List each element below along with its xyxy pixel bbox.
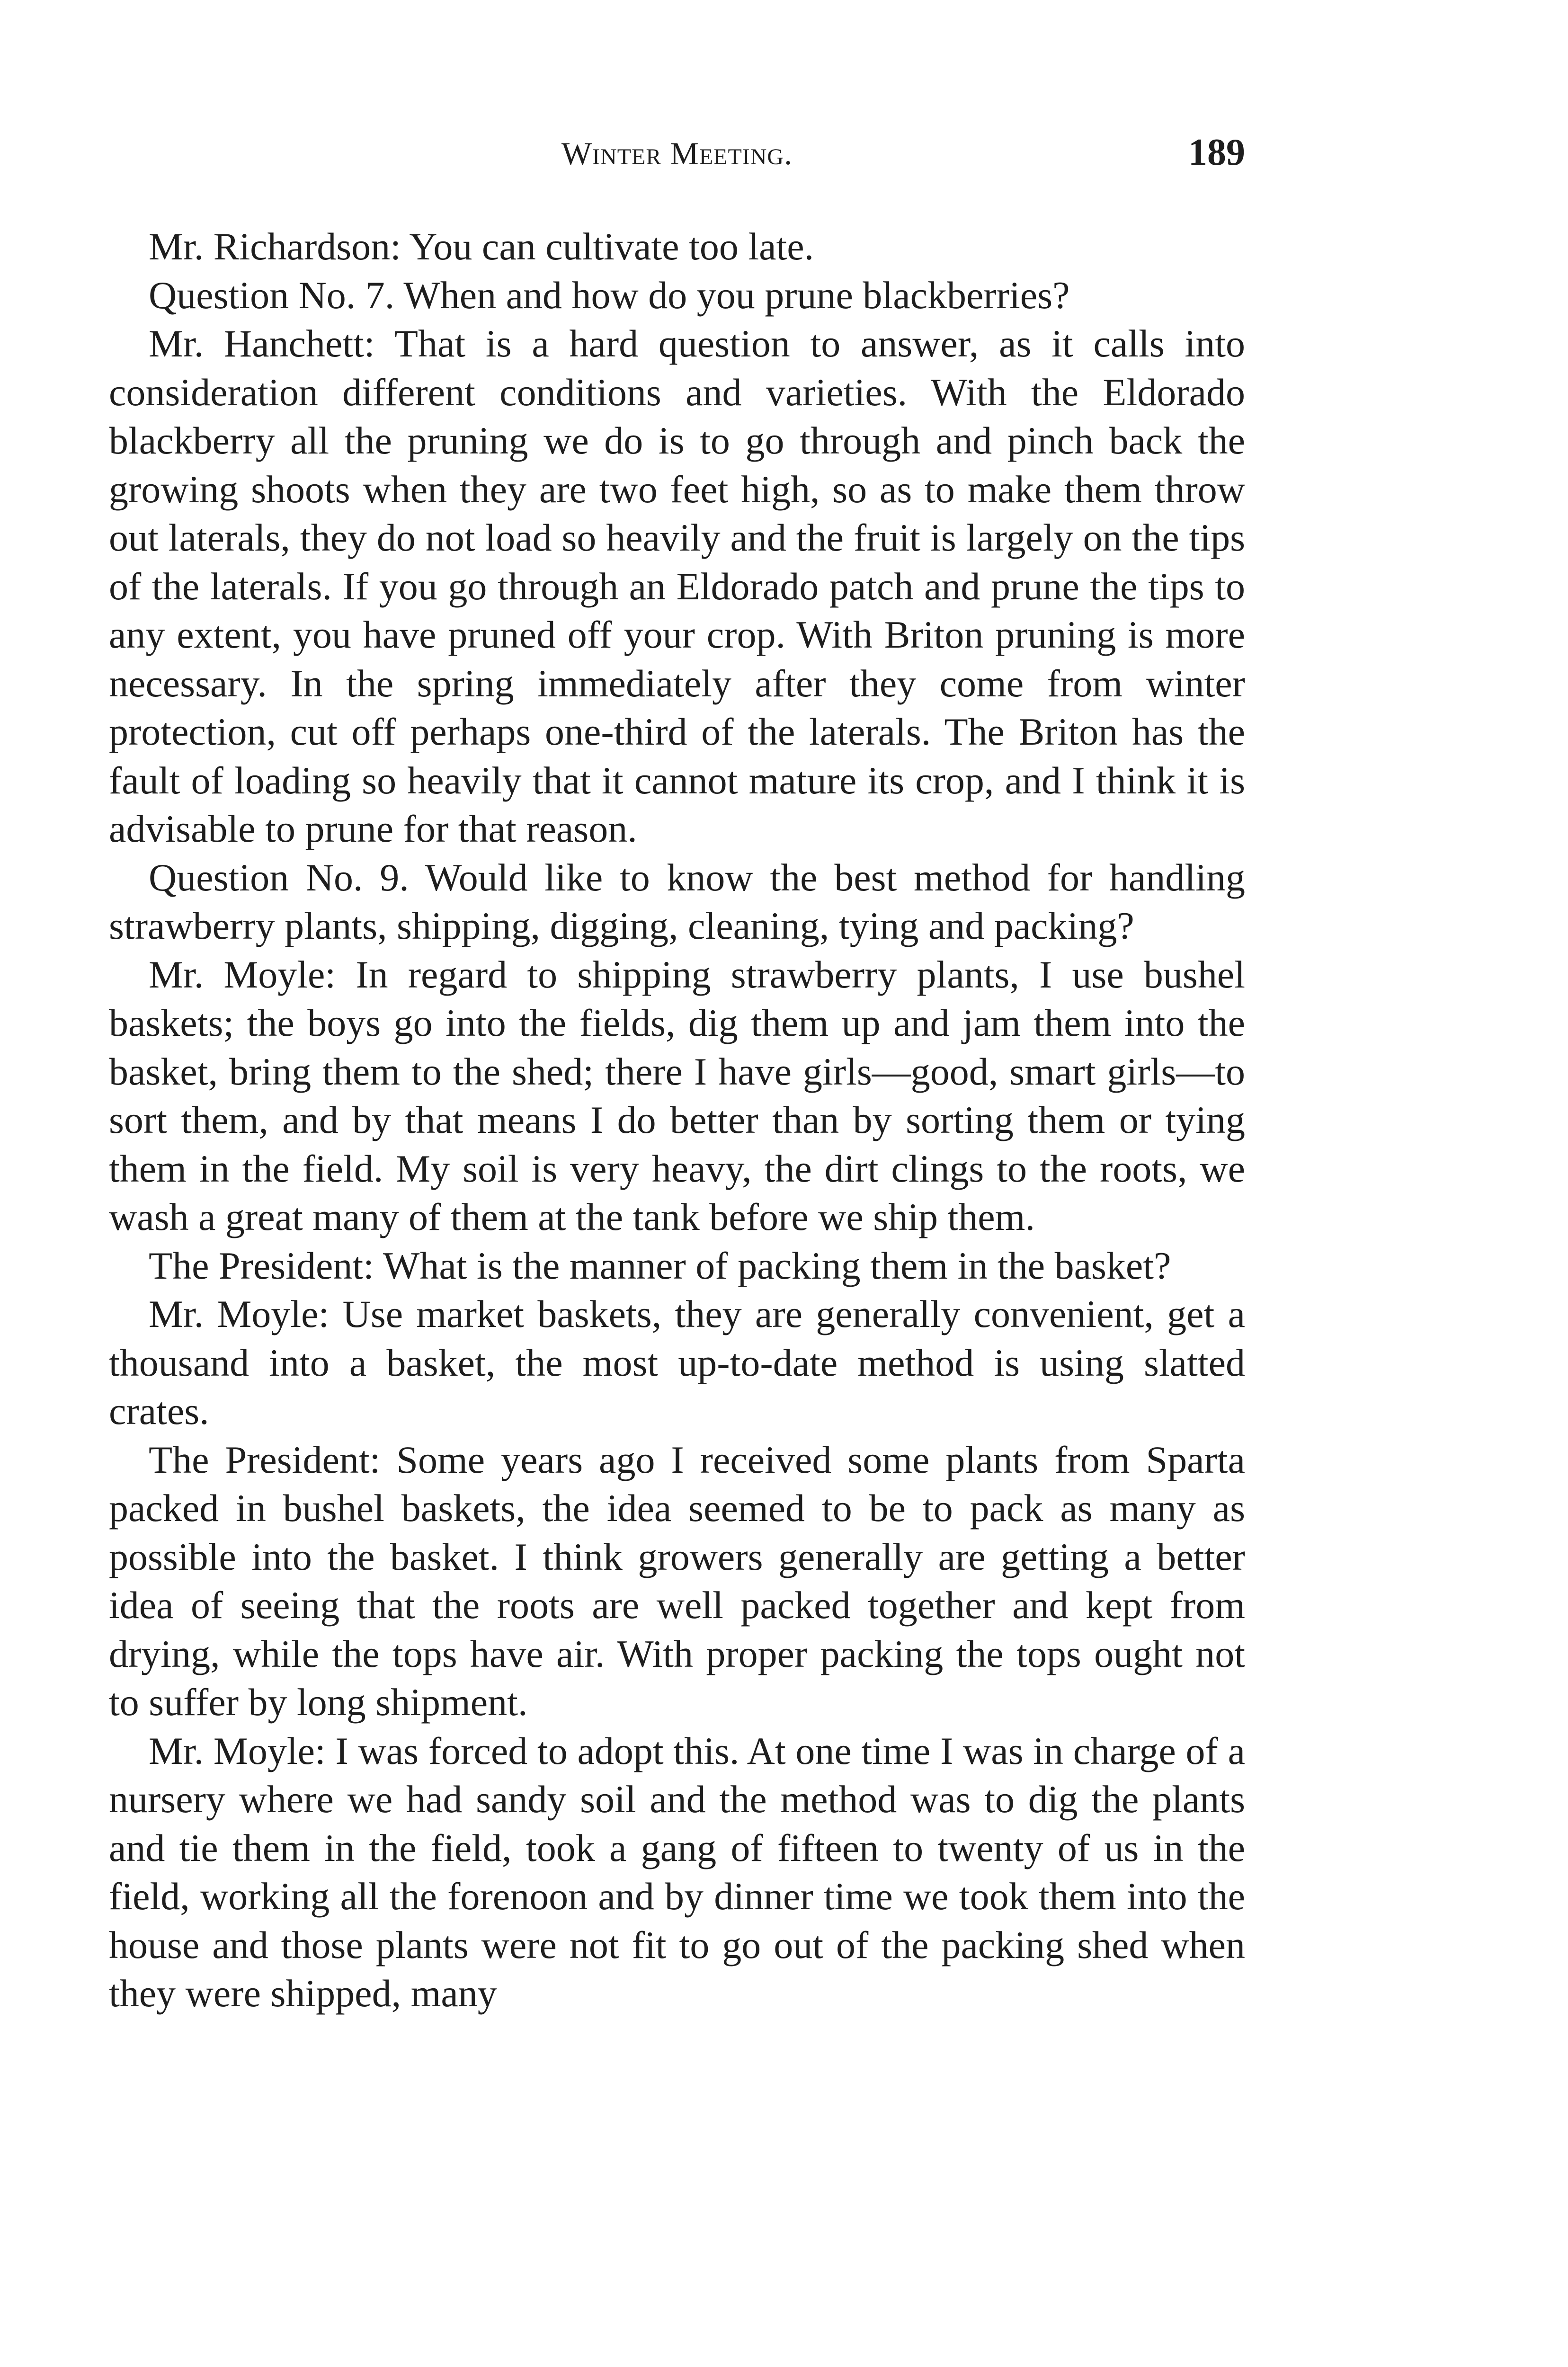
paragraph: Mr. Richardson: You can cultivate too late. xyxy=(149,225,814,268)
paragraph: Question No. 7. When and how do you prune blackberries? xyxy=(149,273,1070,317)
paragraph: Mr. Moyle: Use market baskets, they are generally convenient, get a thousand into a basket, the most up-to-date method is using slatted crates. xyxy=(109,1292,1245,1433)
page-number: 189 xyxy=(1188,132,1245,173)
paragraph: The President: Some years ago I received some plants from Sparta packed in bushel baskets, the idea seemed to be to pack as many as possible into the basket. I think growers generally are getting a better idea of seeing that the roots are well packed together and kept from drying, while the tops have air. With proper packing the tops ought not to suffer by long shipment. xyxy=(109,1438,1245,1724)
paragraph: Mr. Moyle: I was forced to adopt this. At one time I was in charge of a nursery where we had sandy soil and the method was to dig the plants and tie them in the field, took a gang of fifteen to twenty of us in the field, working all the forenoon and by dinner time we took them into the house and those plants were not fit to go out of the packing shed when they were shipped, many xyxy=(109,1729,1245,2015)
paragraph: Question No. 9. Would like to know the best method for handling strawberry plants, shipping, digging, cleaning, tying and packing? xyxy=(109,855,1245,947)
body-text xyxy=(109,222,1245,2018)
paragraph: Mr. Moyle: In regard to shipping strawberry plants, I use bushel baskets; the boys go into the fields, dig them up and jam them into the basket, bring them to the shed; there I have girls—good, smart girls—to sort them, and by that means I do better than by sorting them or tying them in the field. My soil is very heavy, the dirt clings to the roots, we wash a great many of them at the tank before we ship them. xyxy=(109,952,1245,1238)
page-header xyxy=(109,132,1245,187)
paragraph: The President: What is the manner of packing them in the basket? xyxy=(149,1244,1171,1287)
paragraph: Mr. Hanchett: That is a hard question to answer, as it calls into consideration different conditions and varieties. With the Eldorado blackberry all the pruning we do is to go through and pinch back the growing shoots when they are two feet high, so as to make them throw out laterals, they do not load so heavily and the fruit is largely on the tips of the laterals. If you go through an Eldorado patch and prune the tips to any extent, you have pruned off your crop. With Briton pruning is more necessary. In the spring immediately after they come from winter protection, cut off perhaps one-third of the laterals. The Briton has the fault of loading so heavily that it cannot mature its crop, and I think it is advisable to prune for that reason. xyxy=(109,322,1245,850)
running-head: Winter Meeting. xyxy=(561,135,793,171)
